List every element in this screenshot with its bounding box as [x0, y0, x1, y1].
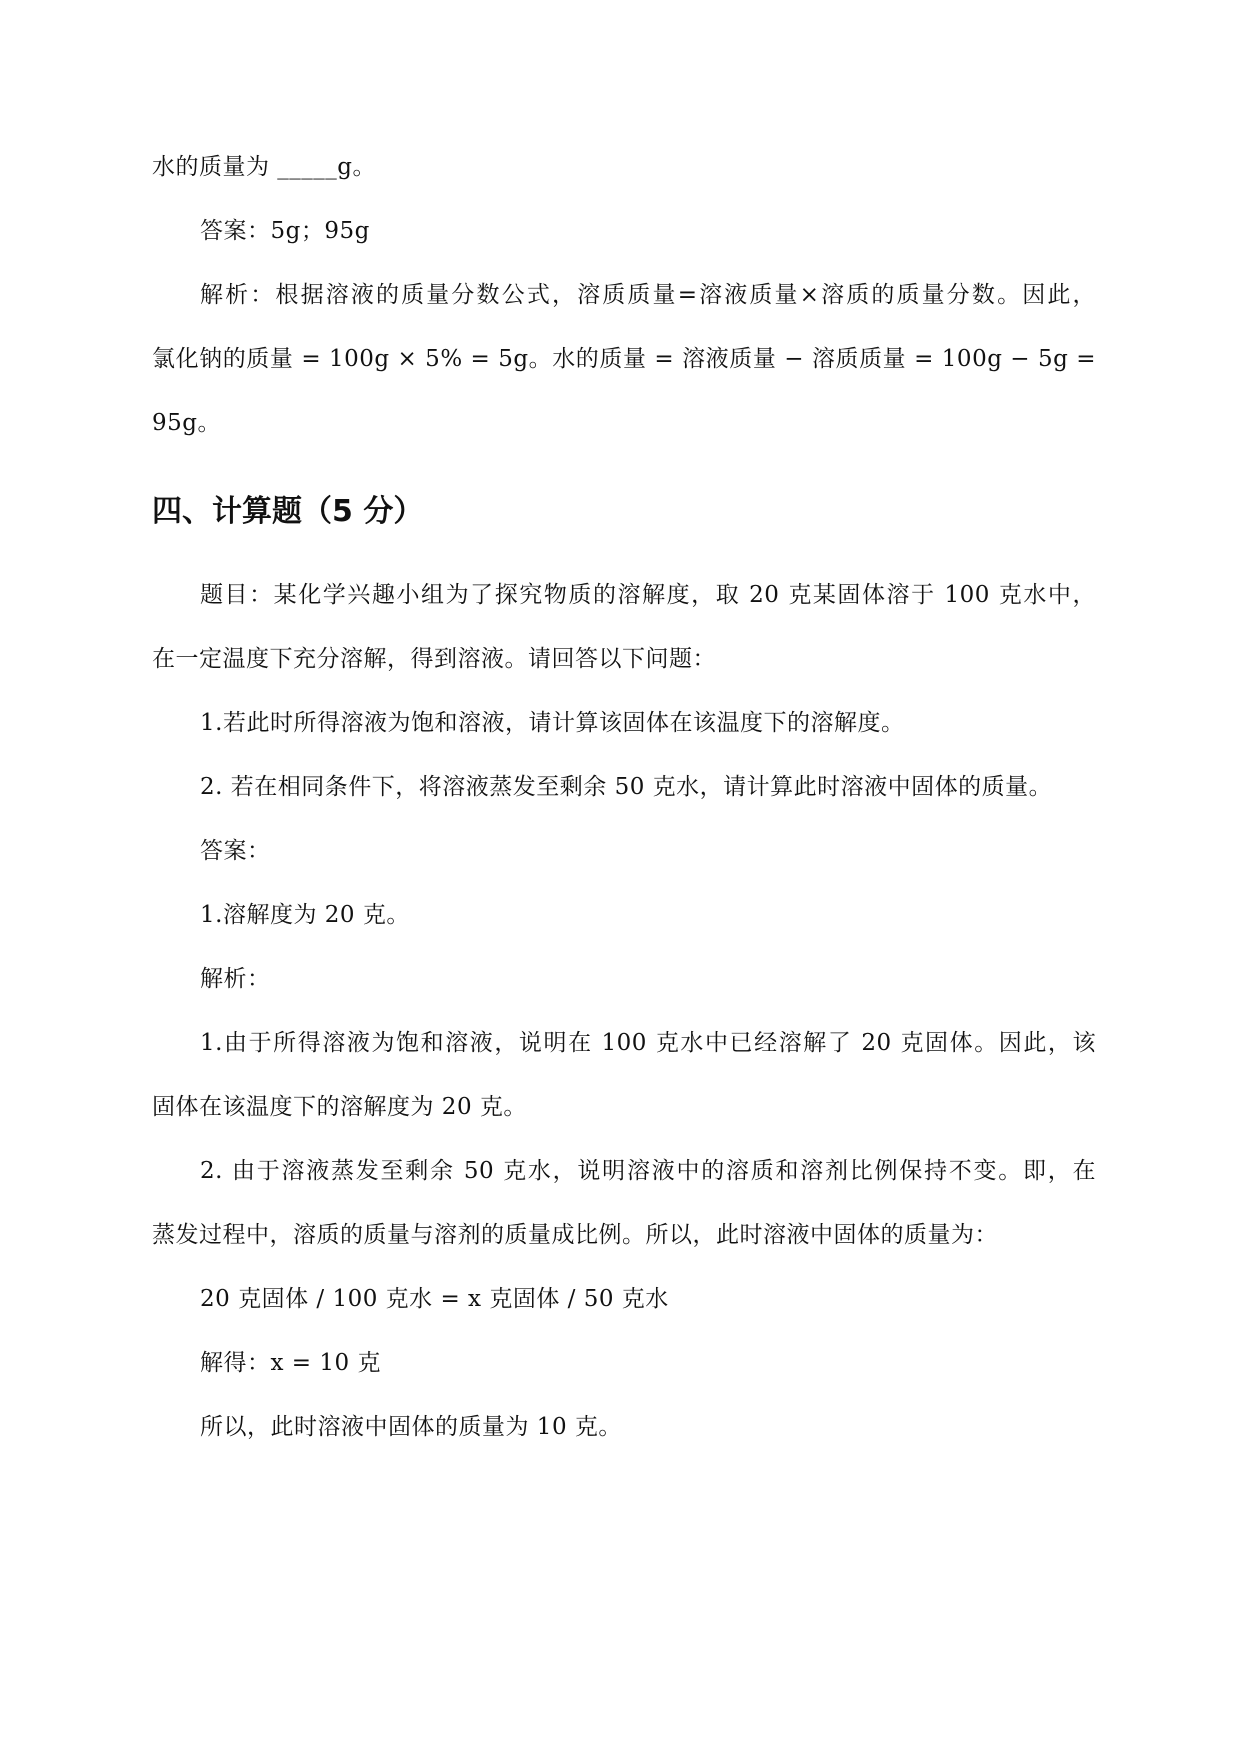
analysis-2-line1: 2. 由于溶液蒸发至剩余 50 克水，说明溶液中的溶质和溶剂比例保持不变。即，在: [200, 1158, 1096, 1184]
equation: 20 克固体 / 100 克水 = x 克固体 / 50 克水: [200, 1286, 669, 1312]
analysis-2-line2: 蒸发过程中，溶质的质量与溶剂的质量成比例。所以，此时溶液中固体的质量为：: [152, 1222, 998, 1248]
answer-label: 答案：: [200, 838, 271, 864]
question-line1: 题目：某化学兴趣小组为了探究物质的溶解度，取 20 克某固体溶于 100 克水中，: [200, 582, 1096, 608]
solve-line: 解得：x = 10 克: [200, 1350, 381, 1376]
prev-analysis-line1: 解析：根据溶液的质量分数公式，溶质质量=溶液质量×溶质的质量分数。因此，: [200, 282, 1096, 308]
sub-question-1: 1.若此时所得溶液为饱和溶液，请计算该固体在该温度下的溶解度。: [200, 710, 905, 736]
sub-question-2: 2. 若在相同条件下，将溶液蒸发至剩余 50 克水，请计算此时溶液中固体的质量。: [200, 774, 1053, 800]
prev-answer: 答案：5g；95g: [200, 218, 370, 244]
analysis-1-line1: 1.由于所得溶液为饱和溶液，说明在 100 克水中已经溶解了 20 克固体。因此，该: [200, 1030, 1096, 1056]
prev-question-tail: 水的质量为 _____g。: [152, 154, 377, 180]
analysis-1-line2: 固体在该温度下的溶解度为 20 克。: [152, 1094, 527, 1120]
section-heading: 四、计算题（5 分）: [152, 494, 424, 529]
question-line2: 在一定温度下充分溶解，得到溶液。请回答以下问题：: [152, 646, 716, 672]
prev-analysis-line2: 氯化钠的质量 = 100g × 5% = 5g。水的质量 = 溶液质量 − 溶质质量 = 100g − 5g =: [152, 346, 1096, 372]
conclusion: 所以，此时溶液中固体的质量为 10 克。: [200, 1414, 622, 1440]
prev-analysis-line3: 95g。: [152, 410, 221, 436]
answer-1: 1.溶解度为 20 克。: [200, 902, 410, 928]
analysis-label: 解析：: [200, 966, 271, 992]
